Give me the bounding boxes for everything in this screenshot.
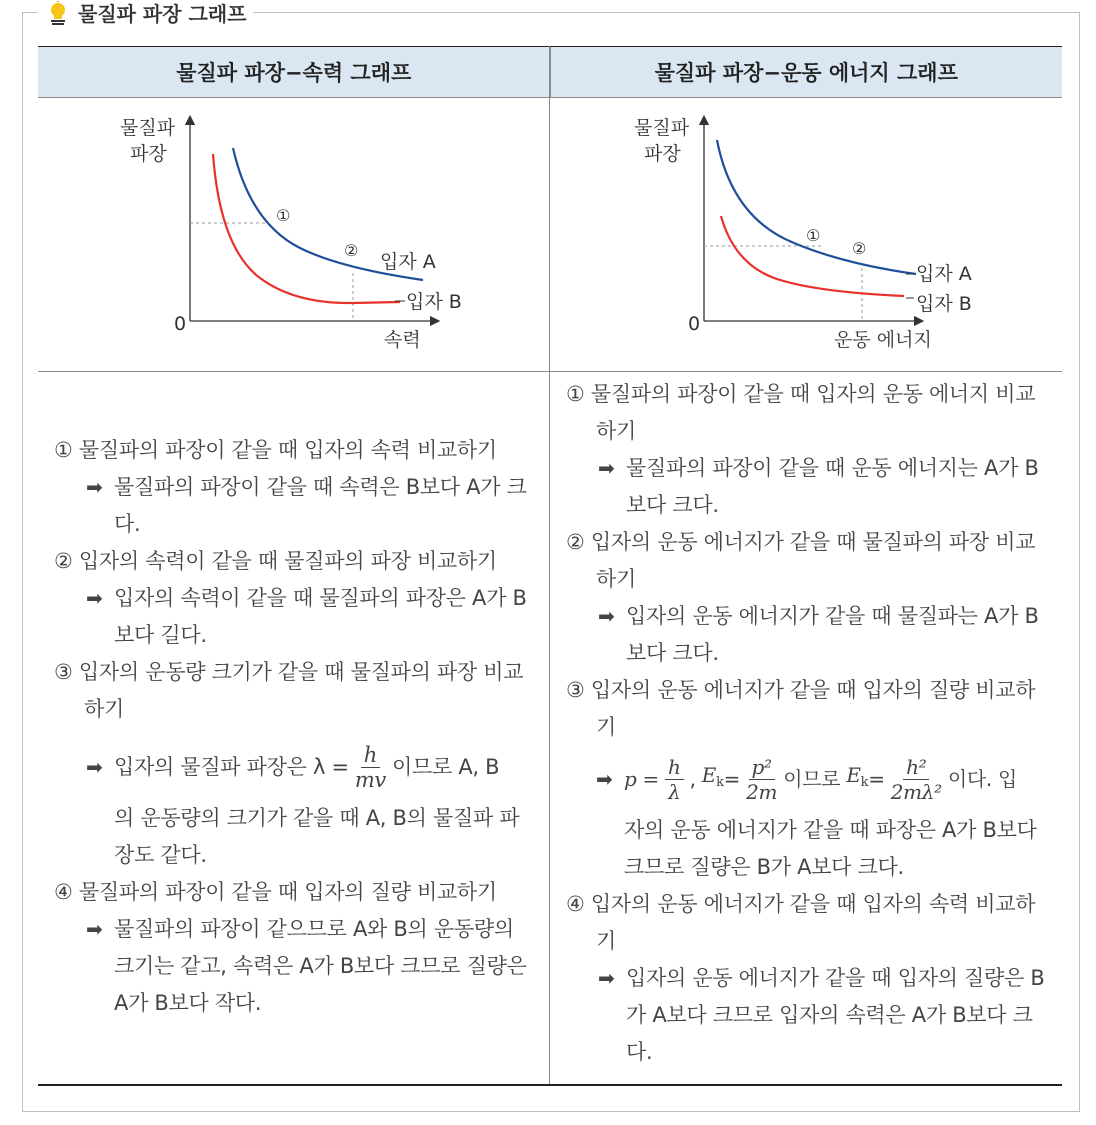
left-item-4: ④ 물질파의 파장이 같을 때 입자의 질량 비교하기: [54, 880, 497, 904]
arrow-icon: ➡: [598, 604, 615, 628]
curve-a-label: 입자 A: [916, 263, 972, 285]
fraction-h-lambda: $\frac{h}{\lambda}$: [665, 755, 684, 804]
mark-1: ①: [276, 206, 291, 225]
y-label-1: 물질파: [120, 117, 176, 139]
left-item-2-answer: ➡ 입자의 속력이 같을 때 물질파의 파장은 A가 B보다 길다.: [54, 580, 539, 654]
y-label-2: 파장: [644, 143, 681, 165]
origin-label: 0: [174, 313, 187, 335]
curve-b-label: 입자 B: [406, 291, 462, 313]
left-formula: ➡ 입자의 물질파 파장은 λ = $\frac{h}{mv}$ 이므로 A, B: [86, 742, 500, 792]
left-item-1: ① 물질파의 파장이 같을 때 입자의 속력 비교하기: [54, 438, 497, 462]
fraction-h-mv: $\frac{h}{mv}$: [354, 742, 386, 792]
mark-2: ②: [852, 239, 867, 258]
lightbulb-icon: [46, 1, 70, 27]
left-item-3-answer-rest: 의 운동량의 크기가 같을 때 A, B의 물질파 파장도 같다.: [114, 806, 520, 867]
left-item-1-answer: ➡ 물질파의 파장이 같을 때 속력은 B보다 A가 크다.: [54, 469, 539, 543]
arrow-icon: ➡: [86, 586, 103, 610]
mark-1: ①: [806, 226, 821, 245]
right-item-3: ③ 입자의 운동 에너지가 같을 때 입자의 질량 비교하기: [566, 678, 1036, 739]
arrow-icon: ➡: [598, 966, 615, 990]
left-item-2: ② 입자의 속력이 같을 때 물질파의 파장 비교하기: [54, 549, 497, 573]
y-label-1: 물질파: [634, 117, 690, 139]
right-formula: ➡ p = $\frac{h}{\lambda}$ , $E_k$ = $\frac{\text{p²}}{2m}$ 이므로 $E_k$ = $\frac{\text{h²}}{\text{2mλ²}}$ 이다. 입: [596, 754, 1018, 804]
section-title-text: 물질파 파장 그래프: [78, 2, 247, 26]
graph-wavelength-energy: [614, 108, 1054, 358]
arrow-icon: ➡: [596, 766, 613, 791]
graph-wavelength-speed: [100, 108, 540, 358]
left-item-4-answer: ➡ 물질파의 파장이 같으므로 A와 B의 운동량의 크기는 같고, 속력은 A가 B보다 크므로 질량은 A가 B보다 작다.: [54, 911, 539, 1022]
column-divider: [549, 46, 550, 1084]
fraction-h2-2ml2: $\frac{\text{h²}}{\text{2mλ²}}$: [890, 754, 942, 804]
right-item-2-answer: ➡ 입자의 운동 에너지가 같을 때 물질파는 A가 B보다 크다.: [566, 598, 1050, 672]
arrow-icon: ➡: [86, 754, 103, 779]
right-item-1: ① 물질파의 파장이 같을 때 입자의 운동 에너지 비교하기: [566, 382, 1036, 443]
y-label-2: 파장: [130, 143, 167, 165]
comparison-table: [38, 46, 1062, 98]
curve-b-label: 입자 B: [916, 293, 972, 315]
x-label: 속력: [384, 329, 421, 351]
right-item-4: ④ 입자의 운동 에너지가 같을 때 입자의 속력 비교하기: [566, 892, 1036, 953]
header-speed: 물질파 파장−속력 그래프: [38, 47, 551, 97]
right-item-1-answer: ➡ 물질파의 파장이 같을 때 운동 에너지는 A가 B보다 크다.: [566, 450, 1050, 524]
section-title: [38, 0, 253, 28]
fraction-p2-2m: $\frac{\text{p²}}{2m}$: [746, 754, 778, 804]
curve-a: [717, 140, 916, 274]
arrow-icon: ➡: [86, 917, 103, 941]
table-bottom-rule: [38, 1084, 1062, 1086]
x-label: 운동 에너지: [834, 329, 932, 351]
table-header: [38, 46, 1062, 98]
row-divider: [38, 371, 1062, 372]
origin-label: 0: [688, 313, 701, 335]
header-energy: 물질파 파장−운동 에너지 그래프: [654, 61, 958, 85]
right-item-4-answer: ➡ 입자의 운동 에너지가 같을 때 입자의 질량은 B가 A보다 크므로 입자의 속력은 A가 B보다 크다.: [566, 960, 1050, 1071]
arrow-icon: ➡: [598, 456, 615, 480]
curve-a-label: 입자 A: [380, 251, 436, 273]
right-item-2: ② 입자의 운동 에너지가 같을 때 물질파의 파장 비교하기: [566, 530, 1036, 591]
left-item-3: ③ 입자의 운동량 크기가 같을 때 물질파의 파장 비교하기: [54, 660, 524, 721]
mark-2: ②: [344, 241, 359, 260]
right-explanations: [566, 376, 1050, 1071]
left-explanations: [54, 432, 539, 1022]
arrow-icon: ➡: [86, 475, 103, 499]
right-item-3-answer-rest: 자의 운동 에너지가 같을 때 파장은 A가 B보다 크므로 질량은 B가 A보다 크다.: [624, 818, 1037, 879]
